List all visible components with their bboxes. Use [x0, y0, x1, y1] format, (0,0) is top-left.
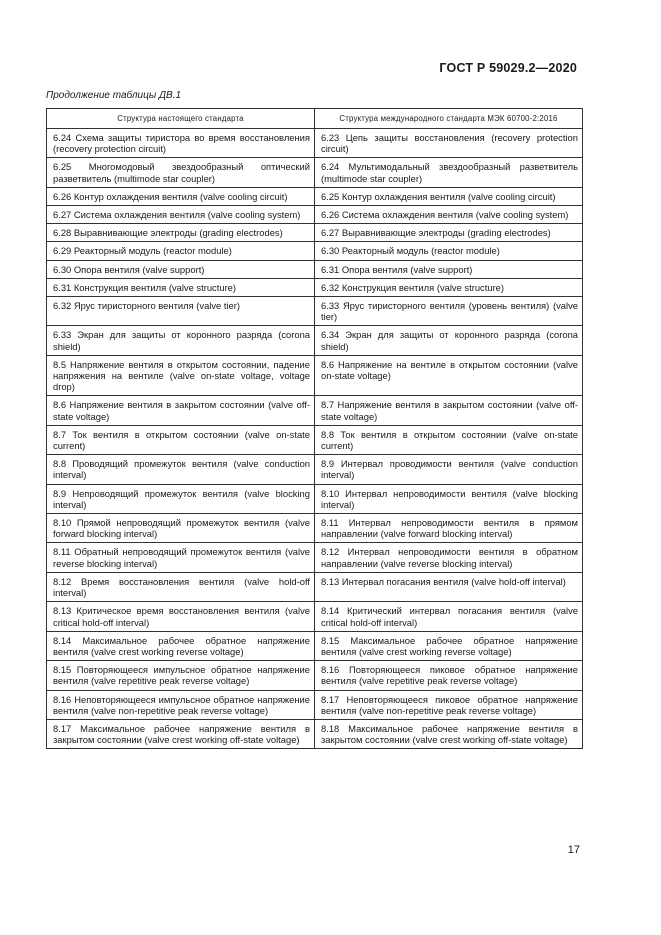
cell-this-standard: 8.17 Максимальное рабочее напряжение вентиля в закрытом состоянии (valve crest working off-state voltage) — [47, 719, 315, 748]
cell-iec-standard: 8.16 Повторяющееся пиковое обратное напряжение вентиля (valve repetitive peak reverse voltage) — [315, 661, 583, 690]
cell-iec-standard: 6.30 Реакторный модуль (reactor module) — [315, 242, 583, 260]
table-row — [47, 455, 583, 484]
cell-this-standard: 8.16 Неповторяющееся импульсное обратное напряжение вентиля (valve non-repetitive peak reverse voltage) — [47, 690, 315, 719]
cell-iec-standard: 8.13 Интервал погасания вентиля (valve hold-off interval) — [315, 572, 583, 601]
cell-iec-standard: 8.12 Интервал непроводимости вентиля в обратном направлении (valve reverse blocking interval) — [315, 543, 583, 572]
cell-this-standard: 6.31 Конструкция вентиля (valve structure) — [47, 278, 315, 296]
cell-iec-standard: 8.14 Критический интервал погасания вентиля (valve critical hold-off interval) — [315, 602, 583, 631]
table-row — [47, 260, 583, 278]
cell-iec-standard: 8.6 Напряжение на вентиле в открытом состоянии (valve on-state voltage) — [315, 355, 583, 396]
table-row — [47, 572, 583, 601]
cell-iec-standard: 6.27 Выравнивающие электроды (grading electrodes) — [315, 224, 583, 242]
cell-this-standard: 6.27 Система охлаждения вентиля (valve cooling system) — [47, 206, 315, 224]
table-row — [47, 543, 583, 572]
table-row — [47, 602, 583, 631]
cell-this-standard: 8.12 Время восстановления вентиля (valve hold-off interval) — [47, 572, 315, 601]
table-row — [47, 187, 583, 205]
cell-iec-standard: 8.9 Интервал проводимости вентиля (valve conduction interval) — [315, 455, 583, 484]
cell-iec-standard: 6.32 Конструкция вентиля (valve structure) — [315, 278, 583, 296]
table-row — [47, 425, 583, 454]
cell-this-standard: 6.24 Схема защиты тиристора во время восстановления (recovery protection circuit) — [47, 129, 315, 158]
table-row — [47, 690, 583, 719]
document-id-header: ГОСТ Р 59029.2—2020 — [439, 61, 577, 75]
table-row — [47, 129, 583, 158]
cell-iec-standard: 6.25 Контур охлаждения вентиля (valve cooling circuit) — [315, 187, 583, 205]
table-row — [47, 355, 583, 396]
cell-this-standard: 6.33 Экран для защиты от коронного разряда (corona shield) — [47, 326, 315, 355]
table-row — [47, 661, 583, 690]
table-row — [47, 719, 583, 748]
cell-this-standard: 6.30 Опора вентиля (valve support) — [47, 260, 315, 278]
page-number: 17 — [567, 844, 580, 856]
table-row — [47, 242, 583, 260]
cell-this-standard: 8.9 Непроводящий промежуток вентиля (valve blocking interval) — [47, 484, 315, 513]
cell-this-standard: 6.32 Ярус тиристорного вентиля (valve tier) — [47, 297, 315, 326]
column-header-this-standard: Структура настоящего стандарта — [47, 109, 315, 129]
cell-this-standard: 8.10 Прямой непроводящий промежуток вентиля (valve forward blocking interval) — [47, 514, 315, 543]
table-row — [47, 297, 583, 326]
table-row — [47, 631, 583, 660]
cell-iec-standard: 6.26 Система охлаждения вентиля (valve cooling system) — [315, 206, 583, 224]
cell-iec-standard: 8.7 Напряжение вентиля в закрытом состоянии (valve off-state voltage) — [315, 396, 583, 425]
cell-iec-standard: 6.33 Ярус тиристорного вентиля (уровень вентиля) (valve tier) — [315, 297, 583, 326]
table-row — [47, 206, 583, 224]
cell-iec-standard: 6.23 Цепь защиты восстановления (recovery protection circuit) — [315, 129, 583, 158]
table-row — [47, 224, 583, 242]
cell-iec-standard: 6.24 Мультимодальный звездообразный разветвитель (multimode star coupler) — [315, 158, 583, 187]
cell-iec-standard: 8.11 Интервал непроводимости вентиля в прямом направлении (valve forward blocking interval) — [315, 514, 583, 543]
cell-this-standard: 8.5 Напряжение вентиля в открытом состоянии, падение напряжения на вентиле (valve on-state voltage, voltage drop) — [47, 355, 315, 396]
cell-this-standard: 8.13 Критическое время восстановления вентиля (valve critical hold-off interval) — [47, 602, 315, 631]
cell-this-standard: 8.11 Обратный непроводящий промежуток вентиля (valve reverse blocking interval) — [47, 543, 315, 572]
table-row — [47, 484, 583, 513]
correspondence-table — [46, 108, 583, 749]
cell-iec-standard: 8.10 Интервал непроводимости вентиля (valve blocking interval) — [315, 484, 583, 513]
table-row — [47, 396, 583, 425]
cell-iec-standard: 6.31 Опора вентиля (valve support) — [315, 260, 583, 278]
table-row — [47, 158, 583, 187]
cell-this-standard: 6.29 Реакторный модуль (reactor module) — [47, 242, 315, 260]
cell-this-standard: 6.28 Выравнивающие электроды (grading electrodes) — [47, 224, 315, 242]
table-header-row — [47, 109, 583, 129]
cell-this-standard: 8.14 Максимальное рабочее обратное напряжение вентиля (valve crest working reverse voltage) — [47, 631, 315, 660]
cell-this-standard: 8.15 Повторяющееся импульсное обратное напряжение вентиля (valve repetitive peak reverse voltage) — [47, 661, 315, 690]
cell-iec-standard: 8.8 Ток вентиля в открытом состоянии (valve on-state current) — [315, 425, 583, 454]
cell-this-standard: 8.6 Напряжение вентиля в закрытом состоянии (valve off-state voltage) — [47, 396, 315, 425]
table-row — [47, 326, 583, 355]
cell-iec-standard: 8.15 Максимальное рабочее обратное напряжение вентиля (valve crest working reverse voltage) — [315, 631, 583, 660]
cell-this-standard: 6.25 Многомодовый звездообразный оптический разветвитель (multimode star coupler) — [47, 158, 315, 187]
cell-iec-standard: 8.18 Максимальное рабочее напряжение вентиля в закрытом состоянии (valve crest working off-state voltage) — [315, 719, 583, 748]
cell-this-standard: 8.8 Проводящий промежуток вентиля (valve conduction interval) — [47, 455, 315, 484]
cell-iec-standard: 6.34 Экран для защиты от коронного разряда (corona shield) — [315, 326, 583, 355]
cell-this-standard: 6.26 Контур охлаждения вентиля (valve cooling circuit) — [47, 187, 315, 205]
cell-iec-standard: 8.17 Неповторяющееся пиковое обратное напряжение вентиля (valve non-repetitive peak reverse voltage) — [315, 690, 583, 719]
table-row — [47, 278, 583, 296]
table-row — [47, 514, 583, 543]
column-header-iec-standard: Структура международного стандарта МЭК 60700-2:2016 — [315, 109, 583, 129]
table-continuation-caption: Продолжение таблицы ДВ.1 — [46, 90, 182, 101]
cell-this-standard: 8.7 Ток вентиля в открытом состоянии (valve on-state current) — [47, 425, 315, 454]
